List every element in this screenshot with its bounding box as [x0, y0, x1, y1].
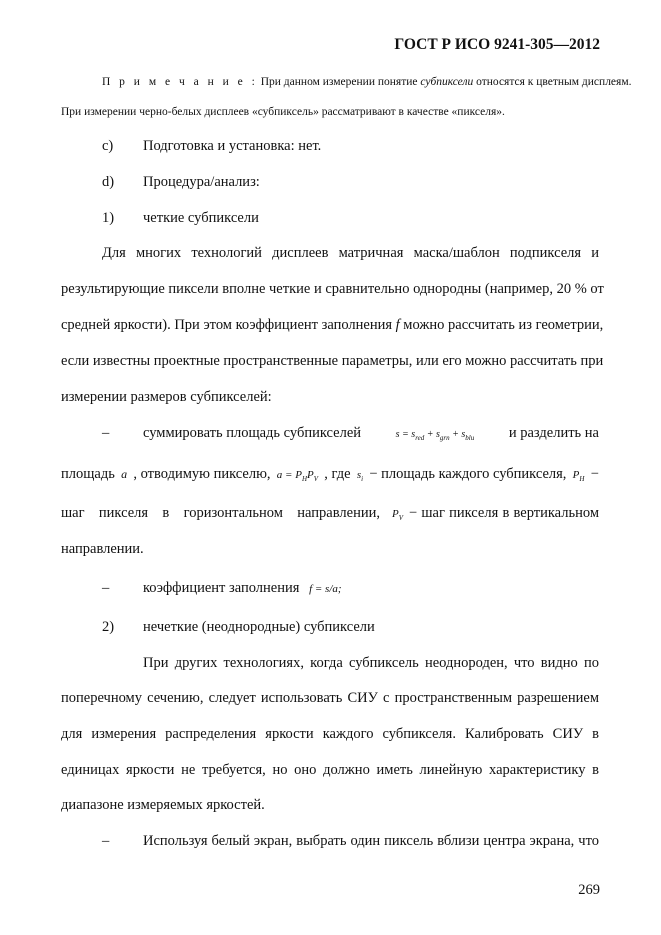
item-1-marker: 1) — [102, 210, 115, 226]
bullet1-line — [143, 425, 599, 442]
line2-c: , где — [324, 466, 351, 482]
document-header: ГОСТ Р ИСО 9241-305—2012 — [394, 36, 600, 53]
para1-line-3 — [61, 317, 604, 334]
line2-a: площадь — [61, 466, 115, 482]
para1-line-2: результирующие пиксели вполне четкие и сравнительно однородны (например, 20 % от — [61, 281, 604, 297]
bullet2-text: коэффициент заполнения — [143, 580, 300, 596]
item-2-text: нечеткие (неоднородные) субпиксели — [143, 619, 375, 635]
note-text: При данном измерении понятие — [260, 76, 418, 88]
note-text-end: относятся к цветным дисплеям. — [476, 76, 632, 88]
line2-d: − площадь каждого субпикселя, — [369, 466, 567, 482]
item-2-marker: 2) — [102, 619, 115, 635]
para1-l3b: можно рассчитать из геометрии, — [403, 317, 604, 333]
line2-e: − — [590, 466, 599, 482]
item-d-text: Процедура/анализ: — [143, 174, 260, 190]
line3-a: шаг пикселя в горизонтальном направлении, — [61, 505, 380, 521]
line2-b: , отводимую пикселю, — [133, 466, 271, 482]
note-term: субпиксели — [420, 76, 474, 88]
var-si: $s_i$ — [356, 469, 364, 484]
var-ph: $P_H$ — [572, 469, 585, 484]
para2-line-3: для измерения распределения яркости каждого субпикселя. Калибровать СИУ в — [61, 726, 599, 742]
bullet1-text-end: и разделить на — [508, 425, 599, 441]
para1-line-5: измерении размеров субпикселей: — [61, 389, 272, 405]
para1-line-1: Для многих технологий дисплеев матричная маска/шаблон подпикселя и — [102, 245, 599, 261]
para2-line-2: поперечному сечению, следует использовать СИУ с пространственным разрешением — [61, 690, 599, 706]
para2-line-5: диапазоне измеряемых яркостей. — [61, 797, 265, 813]
line3-b: − шаг пикселя в вертикальном — [409, 505, 599, 521]
formula-f: f = s/a; — [309, 583, 342, 595]
formula-s: $s = s_{red} + s_{grn} + s_{blu}$ — [395, 429, 475, 442]
bullet2-dash: – — [102, 580, 110, 596]
note-line-1 — [102, 76, 631, 88]
item-c-marker: c) — [102, 138, 114, 154]
bullet3-dash: – — [102, 833, 110, 849]
note-label: П р и м е ч а н и е : — [102, 76, 258, 88]
note-line-2: При измерении черно-белых дисплеев «субпиксель» рассматривают в качестве «пикселя». — [61, 106, 505, 118]
para2-line-4: единицах яркости не требуется, но оно должно иметь линейную характеристику в — [61, 762, 599, 778]
bullet3-text: Используя белый экран, выбрать один пиксель вблизи центра экрана, что — [143, 833, 599, 849]
para2-line-1: При других технологиях, когда субпиксель неоднороден, что видно по — [143, 655, 599, 671]
line3 — [61, 505, 599, 522]
bullet1-text: суммировать площадь субпикселей — [143, 425, 362, 441]
item-d-marker: d) — [102, 174, 115, 190]
item-c-text: Подготовка и установка: нет. — [143, 138, 322, 154]
line2 — [61, 466, 599, 483]
bullet1-dash: – — [102, 425, 110, 441]
formula-a: $a = P_HP_V$ — [276, 469, 319, 484]
page-number: 269 — [578, 882, 600, 898]
para1-l3a: средней яркости). При этом коэффициент заполнения — [61, 317, 393, 333]
para1-line-4: если известны проектные пространственные параметры, или его можно рассчитать при — [61, 353, 604, 369]
var-pv: $P_V$ — [391, 508, 403, 523]
item-1-text: четкие субпиксели — [143, 210, 259, 226]
bullet2-line — [143, 580, 342, 597]
var-f: f — [395, 317, 400, 333]
line4: направлении. — [61, 541, 144, 557]
var-a: a — [121, 467, 128, 481]
